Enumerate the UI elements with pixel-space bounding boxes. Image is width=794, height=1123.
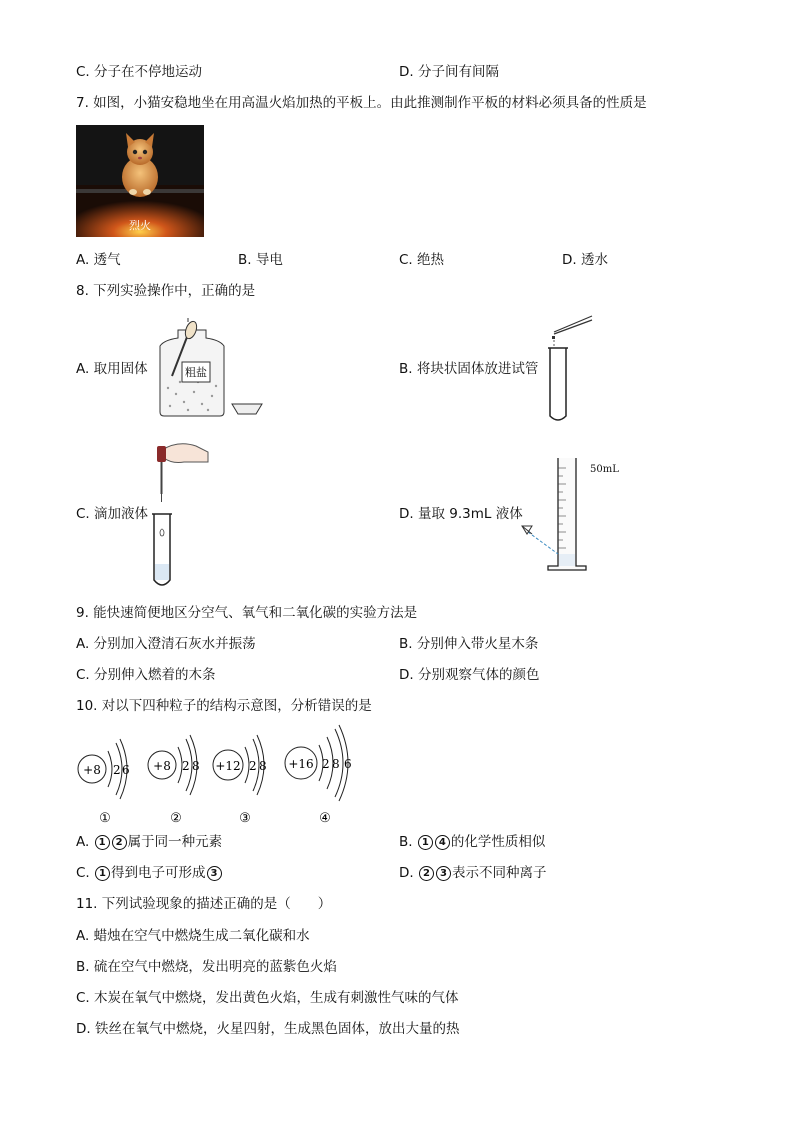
q11-option-b: B. 硫在空气中燃烧，发出明亮的蓝紫色火焰	[76, 959, 337, 975]
q10-option-a: A. 1 2 属于同一种元素	[76, 834, 223, 850]
svg-text:8: 8	[259, 759, 267, 773]
q11-option-c: C. 木炭在氧气中燃烧，发出黄色火焰，生成有刺激性气味的气体	[76, 990, 459, 1006]
svg-text:①: ①	[99, 811, 111, 826]
q7-option-d: D. 透水	[562, 252, 608, 268]
svg-text:2: 2	[249, 759, 257, 773]
particle-1	[78, 739, 130, 826]
q7-option-a: A. 透气	[76, 252, 121, 268]
svg-text:8: 8	[332, 757, 340, 771]
q8-option-c: C. 滴加液体	[76, 506, 149, 522]
image-caption: 烈火	[129, 219, 151, 232]
svg-text:6: 6	[122, 763, 130, 777]
salt-label: 粗盐	[185, 366, 207, 379]
q9-option-c: C. 分别伸入燃着的木条	[76, 667, 216, 683]
q6-option-c: C. 分子在不停地运动	[76, 64, 203, 80]
measuring-cylinder-figure	[518, 454, 628, 574]
svg-text:+8: +8	[83, 763, 101, 777]
q8-stem: 8. 下列实验操作中，正确的是	[76, 283, 256, 299]
svg-text:2: 2	[113, 763, 121, 777]
q11-option-a: A. 蜡烛在空气中燃烧生成二氧化碳和水	[76, 928, 310, 944]
svg-text:③: ③	[239, 811, 251, 826]
svg-text:+12: +12	[215, 759, 241, 773]
cylinder-label: 50mL	[590, 464, 619, 475]
q8-option-b: B. 将块状固体放进试管	[399, 361, 539, 377]
q8-option-a: A. 取用固体	[76, 361, 148, 377]
test-tube-tweezers-figure	[540, 312, 600, 424]
q7-stem: 7. 如图，小猫安稳地坐在用高温火焰加热的平板上。由此推测制作平板的材料必须具备的性质是	[76, 95, 647, 111]
svg-text:2: 2	[322, 757, 330, 771]
svg-text:④: ④	[319, 811, 331, 826]
q9-option-d: D. 分别观察气体的颜色	[399, 667, 540, 683]
svg-text:②: ②	[170, 811, 182, 826]
particle-2	[148, 735, 200, 826]
q8-option-d: D. 量取 9.3mL 液体	[399, 506, 523, 522]
q9-option-b: B. 分别伸入带火星木条	[399, 636, 539, 652]
q6-option-d: D. 分子间有间隔	[399, 64, 499, 80]
svg-text:8: 8	[192, 759, 200, 773]
particle-3	[213, 735, 267, 826]
salt-bottle-figure	[148, 318, 268, 422]
q9-stem: 9. 能快速简便地区分空气、氧气和二氧化碳的实验方法是	[76, 605, 418, 621]
kitten-on-fire-image	[76, 125, 204, 237]
q11-stem: 11. 下列试验现象的描述正确的是（ ）	[76, 896, 332, 912]
svg-text:+8: +8	[153, 759, 171, 773]
svg-text:+16: +16	[288, 757, 314, 771]
q7-option-b: B. 导电	[238, 252, 283, 268]
q11-option-d: D. 铁丝在氧气中燃烧，火星四射，生成黑色固体，放出大量的热	[76, 1021, 460, 1037]
dropper-figure	[148, 438, 212, 590]
q10-stem: 10. 对以下四种粒子的结构示意图，分析错误的是	[76, 698, 372, 714]
q10-option-b: B. 1 4 的化学性质相似	[399, 834, 546, 850]
q10-option-c: C. 1 得到电子可形成 3	[76, 863, 223, 883]
particle-4	[285, 725, 352, 826]
q9-option-a: A. 分别加入澄清石灰水并振荡	[76, 636, 256, 652]
svg-text:6: 6	[344, 757, 352, 771]
q10-option-d: D. 2 3 表示不同种离子	[399, 865, 547, 881]
particle-structure-diagrams	[72, 722, 372, 828]
q7-option-c: C. 绝热	[399, 252, 445, 268]
svg-text:2: 2	[182, 759, 190, 773]
